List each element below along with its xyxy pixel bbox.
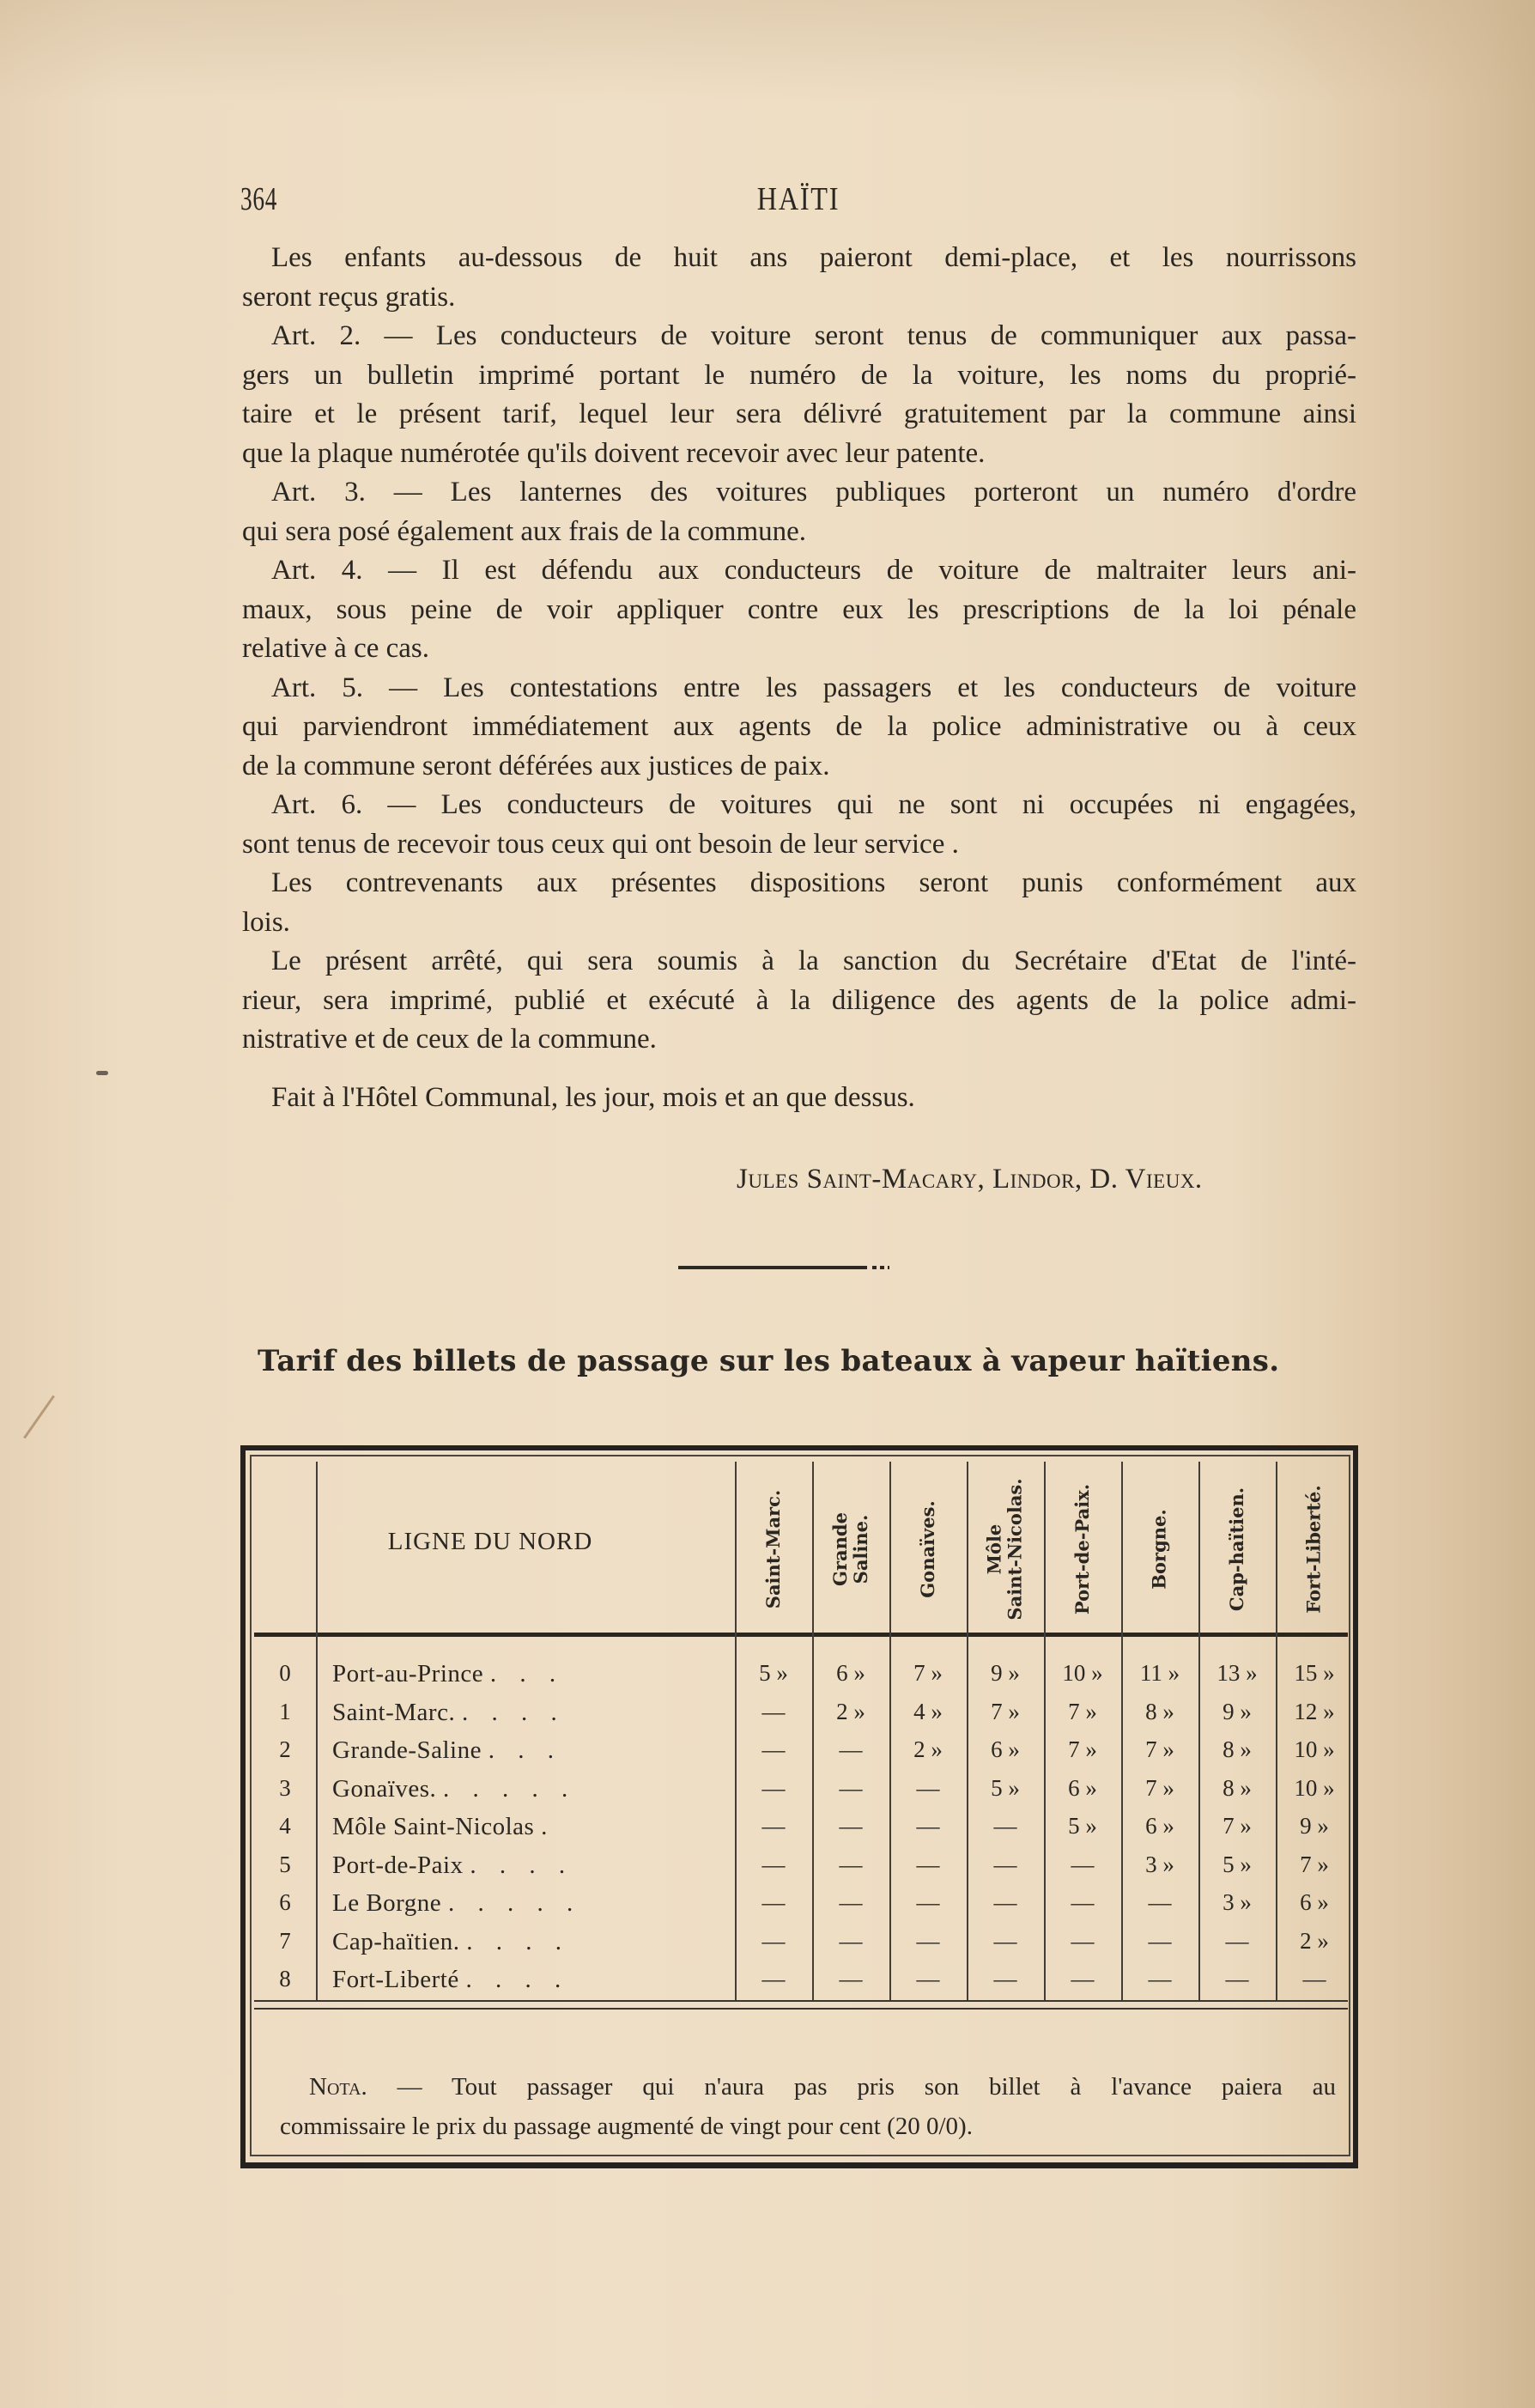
column-header-label: Cap-haïtien. bbox=[1226, 1487, 1248, 1612]
fare-cell: 8 » bbox=[1223, 1775, 1252, 1801]
fare-cell: 3 » bbox=[1223, 1889, 1252, 1915]
row-index: 3 bbox=[279, 1775, 291, 1801]
text-line: Les contrevenants aux présentes dispositions seront punis conformément aux bbox=[271, 867, 1356, 898]
fare-cell: 2 » bbox=[836, 1699, 865, 1724]
fare-cell: — bbox=[839, 1966, 863, 1991]
text-line: gers un bulletin imprimé portant le numéro de la voiture, les noms du proprié- bbox=[242, 359, 1356, 391]
dot-leader: . . . bbox=[489, 1660, 565, 1687]
fare-cell: — bbox=[839, 1736, 863, 1762]
fare-cell: 6 » bbox=[991, 1736, 1020, 1762]
spacer bbox=[242, 1060, 1356, 1079]
margin-mark bbox=[96, 1071, 108, 1075]
fare-cell: — bbox=[761, 1889, 786, 1915]
paragraph bbox=[242, 786, 1356, 864]
paragraph bbox=[242, 473, 1356, 551]
place-name: Môle Saint-Nicolas bbox=[332, 1813, 542, 1840]
fare-cell: — bbox=[839, 1928, 863, 1954]
fare-cell: 10 » bbox=[1062, 1660, 1103, 1686]
text-line: Art. 4. — Il est défendu aux conducteurs de voiture de maltraiter leurs ani- bbox=[271, 555, 1356, 586]
column-header bbox=[735, 1468, 812, 1631]
column-header-label: Port-de-Paix. bbox=[1071, 1483, 1093, 1615]
fare-cell: 2 » bbox=[913, 1736, 943, 1762]
fare-cell: — bbox=[1071, 1889, 1095, 1915]
fare-cell: 9 » bbox=[1300, 1813, 1329, 1839]
fare-cell: — bbox=[839, 1889, 863, 1915]
table-row bbox=[246, 1733, 1358, 1771]
paragraph bbox=[242, 239, 1356, 317]
text-line: taire et le présent tarif, lequel leur sera délivré gratuitement par la commune ainsi bbox=[242, 398, 1356, 429]
fare-cell: — bbox=[993, 1966, 1017, 1991]
fare-cell: 8 » bbox=[1223, 1736, 1252, 1762]
fare-cell: 3 » bbox=[1145, 1852, 1174, 1877]
fare-cell: — bbox=[1148, 1889, 1172, 1915]
fare-cell: — bbox=[993, 1852, 1017, 1877]
column-header bbox=[1044, 1468, 1121, 1631]
fare-cell: — bbox=[1148, 1966, 1172, 1991]
column-header bbox=[1121, 1468, 1198, 1631]
text-line: Art. 2. — Les conducteurs de voiture seront tenus de communiquer aux passa- bbox=[271, 320, 1356, 351]
fare-cell: — bbox=[916, 1813, 940, 1839]
margin-stain bbox=[23, 1396, 55, 1439]
fare-cell: 7 » bbox=[1145, 1736, 1174, 1762]
dot-leader: . . . . . bbox=[443, 1775, 577, 1803]
row-place bbox=[332, 1813, 555, 1841]
fare-cell: — bbox=[1302, 1966, 1326, 1991]
fare-cell: — bbox=[761, 1699, 786, 1724]
place-name: Port-au-Prince bbox=[332, 1660, 490, 1687]
page-number: 364 bbox=[240, 181, 278, 217]
row-index: 7 bbox=[279, 1928, 291, 1954]
table-row bbox=[246, 1962, 1358, 2000]
fare-cell: — bbox=[916, 1966, 940, 1991]
place-name: Gonaïves. bbox=[332, 1775, 444, 1803]
text-line: rieur, sera imprimé, publié et exécuté à la diligence des agents de la police admi- bbox=[242, 984, 1356, 1016]
nota-note bbox=[280, 2067, 1336, 2146]
text-line: lois. bbox=[242, 906, 290, 938]
fare-cell: 7 » bbox=[1068, 1736, 1097, 1762]
column-header-label: Borgne. bbox=[1149, 1509, 1171, 1590]
place-name: Saint-Marc. bbox=[332, 1699, 462, 1726]
dot-leader: . . . bbox=[488, 1736, 562, 1764]
fare-cell: — bbox=[761, 1736, 786, 1762]
body-text bbox=[242, 239, 1356, 1117]
paragraph bbox=[242, 669, 1356, 787]
text-line: de la commune seront déférées aux justices de paix. bbox=[242, 750, 830, 781]
fare-cell: 15 » bbox=[1294, 1660, 1335, 1686]
table-row bbox=[246, 1886, 1358, 1924]
fare-cell: 5 » bbox=[1068, 1813, 1097, 1839]
running-title: HAÏTI bbox=[756, 181, 840, 217]
nota-text: commissaire le prix du passage augmenté de vingt pour cent (20 0/0). bbox=[280, 2113, 973, 2140]
row-index: 1 bbox=[279, 1699, 291, 1724]
fare-cell: 12 » bbox=[1294, 1699, 1335, 1724]
fare-cell: — bbox=[839, 1852, 863, 1877]
row-place bbox=[332, 1889, 581, 1918]
fare-cell: 5 » bbox=[991, 1775, 1020, 1801]
fare-cell: 9 » bbox=[1223, 1699, 1252, 1724]
fare-cell: — bbox=[761, 1966, 786, 1991]
row-place bbox=[332, 1699, 566, 1727]
fare-cell: — bbox=[1071, 1852, 1095, 1877]
row-index: 4 bbox=[279, 1813, 291, 1839]
text-line: que la plaque numérotée qu'ils doivent recevoir avec leur patente. bbox=[242, 437, 986, 469]
row-place bbox=[332, 1660, 564, 1688]
fare-cell: 10 » bbox=[1294, 1775, 1335, 1801]
nota-rule bbox=[254, 2000, 1348, 2002]
text-line: Art. 3. — Les lanternes des voitures publiques porteront un numéro d'ordre bbox=[271, 477, 1356, 508]
fare-cell: — bbox=[916, 1775, 940, 1801]
paragraph bbox=[242, 864, 1356, 942]
fare-cell: 10 » bbox=[1294, 1736, 1335, 1762]
column-header-label: Môle Saint-Nicolas. bbox=[984, 1478, 1026, 1621]
row-index: 8 bbox=[279, 1966, 291, 1991]
fare-cell: — bbox=[1071, 1966, 1095, 1991]
text-line: relative à ce cas. bbox=[242, 633, 430, 664]
fare-cell: 8 » bbox=[1145, 1699, 1174, 1724]
table-header-label: LIGNE DU NORD bbox=[387, 1528, 593, 1555]
fare-cell: 6 » bbox=[1145, 1813, 1174, 1839]
row-index: 0 bbox=[279, 1660, 291, 1686]
fare-cell: — bbox=[1148, 1928, 1172, 1954]
dot-leader: . . . . bbox=[465, 1966, 570, 1993]
row-index: 5 bbox=[279, 1852, 291, 1877]
row-place bbox=[332, 1736, 562, 1765]
text-line: qui sera posé également aux frais de la commune. bbox=[242, 515, 807, 547]
fare-cell: 9 » bbox=[991, 1660, 1020, 1686]
text-line: sont tenus de recevoir tous ceux qui ont besoin de leur service . bbox=[242, 828, 959, 860]
fare-cell: — bbox=[993, 1889, 1017, 1915]
text-line: qui parviendront immédiatement aux agents de la police administrative ou à ceux bbox=[242, 711, 1356, 742]
fare-cell: 5 » bbox=[759, 1660, 788, 1686]
fare-cell: 7 » bbox=[991, 1699, 1020, 1724]
dot-leader: . . . . bbox=[461, 1699, 566, 1726]
fare-cell: — bbox=[1225, 1928, 1249, 1954]
fare-cell: 4 » bbox=[913, 1699, 943, 1724]
table-row bbox=[246, 1772, 1358, 1809]
dot-leader: . . . . bbox=[466, 1928, 571, 1955]
tariff-table bbox=[240, 1445, 1358, 2168]
row-place bbox=[332, 1852, 573, 1880]
row-place bbox=[332, 1928, 570, 1956]
place-name: Cap-haïtien. bbox=[332, 1928, 467, 1955]
fare-cell: — bbox=[761, 1775, 786, 1801]
table-row bbox=[246, 1657, 1358, 1694]
text-line: seront reçus gratis. bbox=[242, 281, 456, 313]
column-header-label: Gonaïves. bbox=[917, 1500, 938, 1598]
text-line: nistrative et de ceux de la commune. bbox=[242, 1024, 657, 1055]
column-header bbox=[967, 1468, 1044, 1631]
header-rule bbox=[254, 1633, 1348, 1637]
fare-cell: 6 » bbox=[836, 1660, 865, 1686]
text-line: Les enfants au-dessous de huit ans paieront demi-place, et les nourrissons bbox=[271, 242, 1356, 273]
dot-leader: . bbox=[541, 1813, 556, 1840]
signature: Jules Saint-Macary, Lindor, D. Vieux. bbox=[737, 1164, 1203, 1195]
table-row bbox=[246, 1925, 1358, 1962]
fare-cell: — bbox=[916, 1852, 940, 1877]
column-header bbox=[1198, 1468, 1276, 1631]
paragraph bbox=[242, 551, 1356, 669]
fare-cell: 7 » bbox=[1223, 1813, 1252, 1839]
fare-cell: 13 » bbox=[1216, 1660, 1258, 1686]
fare-cell: — bbox=[761, 1852, 786, 1877]
place-name: Port-de-Paix bbox=[332, 1852, 470, 1879]
section-separator-rule bbox=[678, 1266, 867, 1269]
fare-cell: 11 » bbox=[1139, 1660, 1180, 1686]
running-head bbox=[240, 180, 1356, 223]
nota-text: — Tout passager qui n'aura pas pris son billet à l'avance paiera au bbox=[397, 2073, 1337, 2101]
fare-cell: — bbox=[1225, 1966, 1249, 1991]
fare-cell: — bbox=[993, 1813, 1017, 1839]
row-place bbox=[332, 1966, 569, 1994]
fare-cell: 6 » bbox=[1068, 1775, 1097, 1801]
fare-cell: — bbox=[916, 1889, 940, 1915]
fare-cell: — bbox=[839, 1813, 863, 1839]
fare-cell: 7 » bbox=[913, 1660, 943, 1686]
nota-line bbox=[280, 2067, 1336, 2107]
closing-line: Fait à l'Hôtel Communal, les jour, mois et an que dessus. bbox=[271, 1081, 915, 1113]
fare-cell: — bbox=[761, 1813, 786, 1839]
row-index: 6 bbox=[279, 1889, 291, 1915]
table-row bbox=[246, 1695, 1358, 1733]
column-header bbox=[812, 1468, 889, 1631]
fare-cell: — bbox=[993, 1928, 1017, 1954]
row-place bbox=[332, 1775, 576, 1803]
nota-line bbox=[280, 2107, 1336, 2146]
paragraph bbox=[242, 317, 1356, 473]
paragraph bbox=[242, 942, 1356, 1060]
column-header-label: Grande Saline. bbox=[828, 1512, 871, 1586]
fare-cell: — bbox=[916, 1928, 940, 1954]
fare-cell: 7 » bbox=[1145, 1775, 1174, 1801]
column-header bbox=[1276, 1468, 1353, 1631]
fare-cell: — bbox=[761, 1928, 786, 1954]
place-name: Fort-Liberté bbox=[332, 1966, 466, 1993]
fare-cell: 2 » bbox=[1300, 1928, 1329, 1954]
text-line: Art. 5. — Les contestations entre les passagers et les conducteurs de voiture bbox=[271, 672, 1356, 703]
row-index: 2 bbox=[279, 1736, 291, 1762]
dot-leader: . . . . bbox=[470, 1852, 574, 1879]
fare-cell: — bbox=[1071, 1928, 1095, 1954]
fare-cell: 7 » bbox=[1300, 1852, 1329, 1877]
fare-cell: — bbox=[839, 1775, 863, 1801]
text-line: Art. 6. — Les conducteurs de voitures qui ne sont ni occupées ni engagées, bbox=[271, 789, 1356, 820]
place-name: Grande-Saline bbox=[332, 1736, 488, 1764]
dot-leader: . . . . . bbox=[447, 1889, 582, 1917]
page-shading bbox=[0, 0, 1535, 103]
table-row bbox=[246, 1848, 1358, 1886]
text-line: Le présent arrêté, qui sera soumis à la sanction du Secrétaire d'Etat de l'inté- bbox=[271, 946, 1356, 976]
place-name: Le Borgne bbox=[332, 1889, 448, 1917]
column-header-label: Fort-Liberté. bbox=[1303, 1485, 1326, 1614]
nota-rule bbox=[254, 2008, 1348, 2010]
text-line: maux, sous peine de voir appliquer contre eux les prescriptions de la loi pénale bbox=[242, 593, 1356, 625]
table-row bbox=[246, 1809, 1358, 1847]
fare-cell: 5 » bbox=[1223, 1852, 1252, 1877]
fare-cell: 6 » bbox=[1300, 1889, 1329, 1915]
table-title: Tarif des billets de passage sur les bateaux à vapeur haïtiens. bbox=[258, 1344, 1280, 1378]
nota-label: Nota. bbox=[309, 2073, 367, 2101]
column-header-label: Saint-Marc. bbox=[762, 1489, 785, 1609]
column-header bbox=[889, 1468, 967, 1631]
fare-cell: 7 » bbox=[1068, 1699, 1097, 1724]
